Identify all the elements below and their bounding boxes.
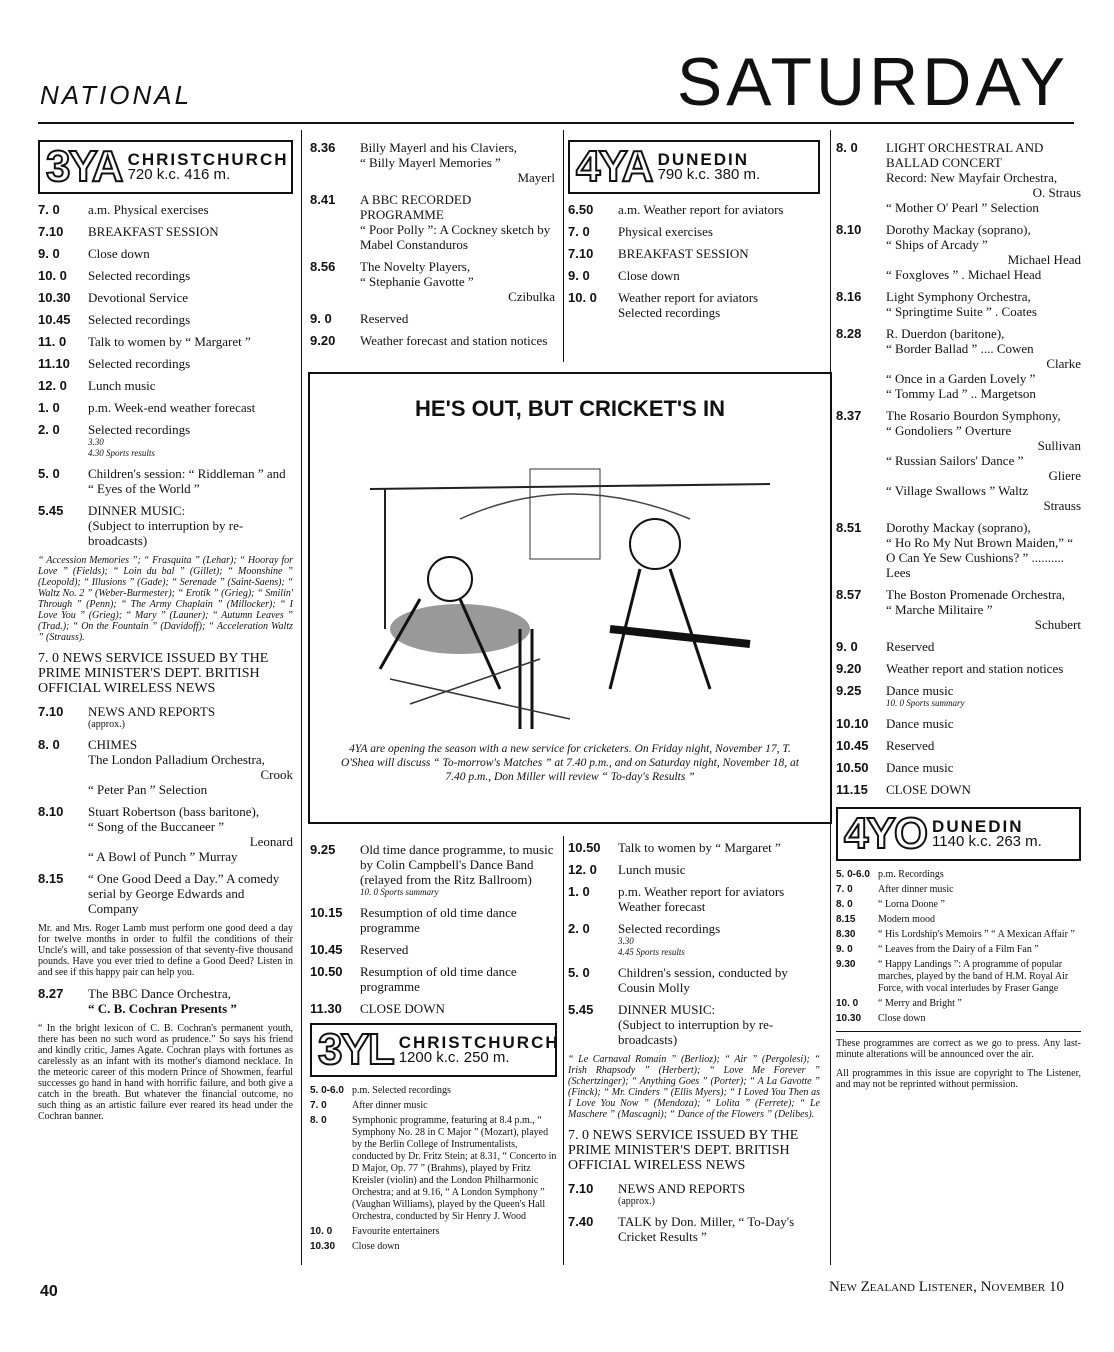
time: 10.45 [836, 738, 869, 753]
entry-text: Close down [618, 268, 680, 283]
time: 10.50 [568, 840, 601, 855]
cartoon-caption: 4YA are opening the season with a new service for cricketers. On Friday night, November 17, T. O'Shea will discuss “ To-morrow's Matches ” at 7.40 p.m., and on Saturday night, November 18, at 7.40 p.m., Don Miller will review “ To-day's Results ” [341, 743, 799, 783]
time: 9. 0 [38, 246, 60, 261]
station-box-3ya [38, 140, 293, 194]
composer: Michael Head [1007, 252, 1081, 267]
time: 10. 0 [836, 998, 859, 1009]
time: 7.40 [568, 1214, 594, 1229]
programme-entry [568, 1002, 820, 1047]
programme-entry [310, 842, 557, 898]
programme-entry [38, 202, 293, 217]
header-rule [38, 122, 1074, 124]
programme-entry [836, 760, 1081, 775]
time: 5.45 [568, 1002, 594, 1017]
column-1 [38, 140, 293, 1130]
programme-entry [836, 944, 1081, 956]
programme-note: “ In the bright lexicon of C. B. Cochran's permanent youth, there has been no such word as prudence.” So says his friend and kindly critic, James Agate. Cochran plays with fortunes as carelessly as an infant with its mother's diamond necklace. In the meteoric career of this modern Prince of Showmen, fearful successes go hand in hand with horrific failure, and both give a catch in the breath. But whatever the financial outcome, no such thing as an artistic failure ever reared its head under the Cochran banner. [38, 1023, 293, 1122]
programme-entry [836, 140, 1081, 215]
column-divider [563, 130, 564, 362]
entry-text: “ His Lordship's Memoirs ” “ A Mexican Affair ” [878, 929, 1075, 940]
time: 11. 0 [38, 334, 67, 349]
programme-entry [836, 884, 1081, 896]
entry-text: Dance music [886, 683, 954, 698]
dinner-music-list: “ Accession Memories ”; “ Frasquita ” (Lehar); “ Hooray for Love ” (Fields); “ Loin du bal ” (Gillet); “ Moonshine ” (Leopold); “ Illusions ” (Gade); “ Serenade ” (Saint-Saens); “ Waltz No. 2 ” (Weber-Burmester); “ Erotik ” (Grieg); “ Smilin' Through ” (Penn); “ The Army Chaplain ” (Millocker); “ I Love You ” (Grieg); “ Mary ” (Launer); “ Autumn Leaves ” (Trad.); “ On the Fountain ” (Davidoff); “ Acceleration Waltz ” (Strauss). [38, 555, 293, 643]
entry-text: NEWS AND REPORTS [88, 704, 216, 719]
programme-entry [310, 1085, 557, 1097]
entry-text: Selected recordings [88, 356, 191, 371]
entry-text: Reserved [360, 311, 409, 326]
entry-text: TALK by Don. Miller, “ To-Day's Cricket Results ” [618, 1214, 795, 1244]
entry-detail: “ Song of the Buccaneer ” [88, 819, 225, 834]
programme-entry [38, 268, 293, 283]
time: 2. 0 [568, 921, 590, 936]
composer: Mayerl [517, 170, 555, 185]
programme-entry [38, 334, 293, 349]
notice-copyright: All programmes in this issue are copyright to The Listener, and may not be reprinted without permission. [836, 1068, 1081, 1090]
time: 5.45 [38, 503, 64, 518]
entry-text: Talk to women by “ Margaret ” [618, 840, 781, 855]
column-2-top [310, 140, 555, 355]
station-box-4yo [836, 807, 1081, 861]
entry-text: Close down [878, 1013, 926, 1024]
entry-text: After dinner music [352, 1100, 428, 1111]
entry-text: Dorothy Mackay (soprano), [886, 222, 1031, 237]
entry-item: “ Foxgloves ” . Michael Head [886, 267, 1042, 282]
station-frequency: 720 k.c. 416 m. [127, 166, 231, 183]
programme-entry [568, 1214, 820, 1244]
time: 2. 0 [38, 422, 60, 437]
programme-entry [836, 738, 1081, 753]
composer: Strauss [1043, 498, 1081, 513]
column-4 [836, 140, 1081, 1098]
station-name: CHRISTCHURCH [127, 150, 289, 169]
time: 1. 0 [38, 400, 60, 415]
programme-entry [38, 466, 293, 496]
composer: Czibulka [508, 289, 555, 304]
entry-text: p.m. Weather report for aviators [618, 884, 785, 899]
entry-text: Dorothy Mackay (soprano), [886, 520, 1031, 535]
programme-entry [568, 840, 820, 855]
composer: Leonard [249, 834, 293, 849]
programme-entry [38, 224, 293, 239]
entry-item: “ Village Swallows ” Waltz [886, 483, 1029, 498]
sub-item: 3.30 [618, 936, 634, 946]
time: 7.10 [568, 1181, 594, 1196]
entry-text: Close down [88, 246, 150, 261]
time: 9.20 [836, 661, 862, 676]
entry-text: Devotional Service [88, 290, 188, 305]
programme-entry [836, 914, 1081, 926]
programme-entry [38, 871, 293, 916]
dinner-music-list: “ Le Carnaval Romain ” (Berlioz); “ Air ” (Pergolesi); “ Irish Rhapsody ” (Herbert); “ Love Me Forever ” (Schertzinger); “ Anything Goes ” (Porter); “ A La Gavotte ” (Finck); “ Mr. Cinders ” (Ellis Myers); “ I Loved You Then as I Love You Now ” (Mendoza); “ Lolita ” (Ferrete); “ Le Maschere ” (Mascagni); “ Dance of the Flowers ” (Delibes). [568, 1054, 820, 1120]
entry-text: Favourite entertainers [352, 1226, 440, 1237]
entry-text: Stuart Robertson (bass baritone), [88, 804, 260, 819]
time: 10.30 [836, 1013, 862, 1024]
programme-entry [836, 1013, 1081, 1025]
news-service: 7. 0 NEWS SERVICE ISSUED BY THE PRIME MINISTER'S DEPT. BRITISH OFFICIAL WIRELESS NEWS [38, 651, 269, 696]
news-service: 7. 0 NEWS SERVICE ISSUED BY THE PRIME MINISTER'S DEPT. BRITISH OFFICIAL WIRELESS NEWS [568, 1128, 799, 1173]
station-box-3yl [310, 1023, 560, 1077]
entry-item: “ C. B. Cochran Presents ” [88, 1001, 237, 1016]
entry-text: The BBC Dance Orchestra, [88, 986, 231, 1001]
programme-entry [836, 639, 1081, 654]
entry-text: The Rosario Bourdon Symphony, [886, 408, 1061, 423]
programme-entry [568, 224, 820, 239]
time: 7.10 [38, 704, 64, 719]
time: 8.15 [38, 871, 64, 886]
sub-item: 10. 0 Sports summary [886, 698, 965, 708]
programme-entry [568, 290, 820, 320]
programme-note: Mr. and Mrs. Roger Lamb must perform one good deed a day for twelve months in order to fulfil the conditions of their Uncle's will, and take possession of that seventy-five thousand pounds. Have you ever tried to define a Good Deed? Listen in and see if this happy pair can help you. [38, 923, 293, 978]
entry-text: LIGHT ORCHESTRAL AND BALLAD CONCERT [886, 140, 1044, 170]
entry-item: “ Once in a Garden Lovely ” [886, 371, 1036, 386]
entry-text: Selected recordings [88, 312, 191, 327]
entry-text: p.m. Recordings [878, 869, 944, 880]
station-frequency: 1140 k.c. 263 m. [932, 833, 1042, 850]
programme-entry [38, 400, 293, 415]
time: 8.51 [836, 520, 862, 535]
entry-text: “ Happy Landings ”: A programme of popular marches, played by the band of H.M. Royal Air Force, with vocal interludes by Fraser Gange [878, 959, 1069, 994]
entry-text: Lunch music [618, 862, 686, 877]
time: 10.45 [310, 942, 343, 957]
entry-detail: “ Ships of Arcady ” [886, 237, 988, 252]
time: 8.16 [836, 289, 862, 304]
cartoon-title: HE'S OUT, BUT CRICKET'S IN [415, 396, 725, 421]
entry-detail: “ Billy Mayerl Memories ” [360, 155, 501, 170]
programme-entry [568, 246, 820, 261]
programme-entry [310, 905, 557, 935]
programme-entry [38, 312, 293, 327]
programme-entry [310, 1241, 557, 1253]
cartoon-panel [308, 372, 832, 824]
time: 9.25 [310, 842, 336, 857]
entry-note: (approx.) [618, 1196, 655, 1207]
composer: Sullivan [1037, 438, 1081, 453]
time: 8. 0 [836, 899, 853, 910]
programme-entry [836, 959, 1081, 995]
time: 9.25 [836, 683, 862, 698]
time: 8.56 [310, 259, 336, 274]
entry-detail: (Subject to interruption by re-broadcasts) [88, 518, 244, 548]
programme-entry [310, 1001, 557, 1016]
composer: Crook [260, 767, 293, 782]
entry-text: CLOSE DOWN [886, 782, 971, 797]
programme-entry [836, 899, 1081, 911]
programme-entry [568, 965, 820, 995]
entry-detail: “ Poor Polly ”: A Cockney sketch by Mabel Constanduros [360, 222, 551, 252]
entry-text: After dinner music [878, 884, 954, 895]
entry-detail: (Subject to interruption by re-broadcasts) [618, 1017, 774, 1047]
entry-detail: “ Border Ballad ” .... Cowen [886, 341, 1034, 356]
programme-entry [310, 192, 555, 252]
time: 10.10 [836, 716, 869, 731]
station-name: DUNEDIN [657, 150, 750, 169]
station-name: DUNEDIN [932, 817, 1024, 836]
composer: O. Straus [1032, 185, 1081, 200]
entry-text: Weather forecast and station notices [360, 333, 548, 348]
entry-text: DINNER MUSIC: [618, 1002, 716, 1017]
programme-entry [310, 964, 557, 994]
column-3-top [568, 140, 820, 327]
programme-entry [310, 1226, 557, 1238]
programme-entry [38, 422, 293, 459]
programme-entry [310, 311, 555, 326]
entry-text: CLOSE DOWN [360, 1001, 445, 1016]
time: 11.30 [310, 1001, 342, 1016]
programme-entry [836, 716, 1081, 731]
entry-text: Selected recordings [88, 422, 191, 437]
notice-correct: These programmes are correct as we go to press. Any last-minute alterations will be announced over the air. [836, 1038, 1081, 1060]
entry-detail: The London Palladium Orchestra, [88, 752, 265, 767]
programme-entry [38, 737, 293, 797]
entry-text: Weather report for aviators [618, 290, 759, 305]
composer: Gliere [1048, 468, 1081, 483]
entry-text: A BBC RECORDED PROGRAMME [360, 192, 472, 222]
time: 11.10 [38, 356, 70, 371]
programme-entry [568, 862, 820, 877]
time: 8.10 [38, 804, 64, 819]
time: 8.28 [836, 326, 862, 341]
entry-text: “ Leaves from the Dairy of a Film Fan ” [878, 944, 1039, 955]
entry-text: Selected recordings [88, 268, 191, 283]
entry-text: Resumption of old time dance programme [360, 905, 517, 935]
entry-text: a.m. Weather report for aviators [618, 202, 784, 217]
programme-entry [568, 884, 820, 914]
section-label: NATIONAL [40, 80, 193, 110]
entry-text: Weather report and station notices [886, 661, 1064, 676]
time: 8.36 [310, 140, 336, 155]
programme-entry [836, 782, 1081, 797]
entry-text: p.m. Week-end weather forecast [88, 400, 256, 415]
station-logo: 3YL [318, 1025, 393, 1074]
time: 8.27 [38, 986, 64, 1001]
programme-entry [836, 222, 1081, 282]
time: 8.10 [836, 222, 862, 237]
programme-entry [38, 290, 293, 305]
time: 9. 0 [836, 944, 853, 955]
time: 8.30 [836, 929, 856, 940]
time: 8. 0 [38, 737, 60, 752]
time: 5. 0 [38, 466, 60, 481]
programme-entry [310, 140, 555, 185]
programme-entry [310, 259, 555, 304]
programme-entry [836, 520, 1081, 580]
programme-entry [836, 326, 1081, 401]
station-name: CHRISTCHURCH [398, 1033, 560, 1052]
entry-text: Reserved [360, 942, 409, 957]
time: 5. 0-6.0 [310, 1085, 344, 1096]
column-divider [301, 130, 302, 1265]
programme-entry [38, 986, 293, 1016]
programme-entry [836, 929, 1081, 941]
column-divider [563, 836, 564, 1265]
cricket-cartoon-illustration [310, 429, 826, 729]
entry-text: CHIMES [88, 737, 138, 752]
publication-footer: New Zealand Listener, November 10 [828, 1279, 1064, 1295]
entry-text: BREAKFAST SESSION [618, 246, 749, 261]
time: 10.50 [310, 964, 343, 979]
time: 7.10 [38, 224, 64, 239]
page-day-title: SATURDAY [676, 44, 1069, 120]
time: 10.15 [310, 905, 343, 920]
entry-text: p.m. Selected recordings [352, 1085, 451, 1096]
entry-text: NEWS AND REPORTS [618, 1181, 746, 1196]
entry-text: Children's session, conducted by Cousin Molly [618, 965, 788, 995]
programme-entry [38, 356, 293, 371]
time: 9. 0 [310, 311, 332, 326]
programme-entry [836, 998, 1081, 1010]
time: 10. 0 [568, 290, 597, 305]
time: 7. 0 [38, 202, 60, 217]
sub-item: 4.45 Sports results [618, 947, 685, 957]
time: 9. 0 [568, 268, 590, 283]
entry-item: “ Tommy Lad ” .. Margetson [886, 386, 1036, 401]
programme-entry [836, 683, 1081, 709]
station-frequency: 790 k.c. 380 m. [657, 166, 761, 183]
entry-item: “ A Bowl of Punch ” Murray [88, 849, 238, 864]
station-box-4ya [568, 140, 820, 194]
time: 11.15 [836, 782, 868, 797]
entry-text: Reserved [886, 639, 935, 654]
entry-text: R. Duerdon (baritone), [886, 326, 1005, 341]
time: 10. 0 [310, 1226, 333, 1237]
time: 9.30 [836, 959, 856, 970]
entry-text: Light Symphony Orchestra, [886, 289, 1031, 304]
sub-item: 10. 0 Sports summary [360, 887, 439, 897]
entry-detail: “ Gondoliers ” Overture [886, 423, 1012, 438]
programme-entry [836, 408, 1081, 513]
time: 8.15 [836, 914, 856, 925]
programme-entry [310, 1100, 557, 1112]
column-2-bottom [310, 842, 560, 1256]
time: 8.41 [310, 192, 336, 207]
entry-text: The Boston Promenade Orchestra, [886, 587, 1066, 602]
programme-entry [568, 1181, 820, 1207]
entry-detail: Selected recordings [618, 305, 721, 320]
entry-text: “ Merry and Bright ” [878, 998, 962, 1009]
entry-text: Close down [352, 1241, 400, 1252]
sub-item: 4.30 Sports results [88, 448, 155, 458]
programme-entry [38, 246, 293, 261]
time: 9. 0 [836, 639, 858, 654]
entry-item: “ Mother O' Pearl ” Selection [886, 200, 1039, 215]
entry-text: DINNER MUSIC: [88, 503, 186, 518]
programme-entry [38, 704, 293, 730]
entry-text: Old time dance programme, to music by Colin Campbell's Dance Band (relayed from the Ritz Ballroom) [360, 842, 554, 887]
time: 7.10 [568, 246, 594, 261]
entry-detail: Weather forecast [618, 899, 706, 914]
programme-entry [310, 333, 555, 348]
time: 5. 0 [568, 965, 590, 980]
column-3-bottom [568, 840, 820, 1251]
entry-text: Children's session: “ Riddleman ” and “ Eyes of the World ” [88, 466, 286, 496]
programme-entry [568, 202, 820, 217]
time: 1. 0 [568, 884, 590, 899]
time: 10.50 [836, 760, 869, 775]
programme-entry [568, 921, 820, 958]
time: 8. 0 [310, 1115, 327, 1126]
entry-text: Modern mood [878, 914, 935, 925]
entry-text: a.m. Physical exercises [88, 202, 209, 217]
programme-entry [310, 1115, 557, 1223]
time: 12. 0 [38, 378, 67, 393]
time: 9.20 [310, 333, 336, 348]
time: 6.50 [568, 202, 594, 217]
entry-text: “ Lorna Doone ” [878, 899, 945, 910]
entry-text: “ One Good Deed a Day.” A comedy serial by George Edwards and Company [88, 871, 280, 916]
station-logo: 3YA [46, 142, 122, 191]
time: 10.30 [310, 1241, 336, 1252]
composer: Schubert [1034, 617, 1081, 632]
programme-entry [38, 503, 293, 548]
entry-text: Symphonic programme, featuring at 8.4 p.m., “ Symphony No. 28 in C Major ” (Mozart), played by the Berlin College of Instrumentalists, conducted by Dr. Fritz Stein; at 8.31, “ Concerto in D Major, Op. 77 ” (Brahms), played by Fritz Kreisler (violin) and the London Philharmonic Orchestra; and at 9.16, “ A London Symphony ” (Vaughan Williams), played by the Queen's Hall Orchestra, conducted by Sir Henry J. Wood [352, 1115, 557, 1222]
programme-entry [38, 378, 293, 393]
programme-entry [836, 587, 1081, 632]
programme-entry [38, 804, 293, 864]
time: 10.30 [38, 290, 71, 305]
entry-text: Billy Mayerl and his Claviers, [360, 140, 518, 155]
entry-detail: “ Marche Militaire ” [886, 602, 993, 617]
entry-note: (approx.) [88, 719, 125, 730]
station-logo: 4YO [844, 809, 927, 858]
time: 12. 0 [568, 862, 597, 877]
composer: Clarke [1046, 356, 1081, 371]
notice-rule [836, 1031, 1081, 1032]
programme-entry [568, 268, 820, 283]
time: 7. 0 [568, 224, 590, 239]
entry-detail: “ Springtime Suite ” . Coates [886, 304, 1037, 319]
entry-text: Dance music [886, 716, 954, 731]
station-frequency: 1200 k.c. 250 m. [398, 1049, 510, 1066]
entry-detail: “ Stephanie Gavotte ” [360, 274, 474, 289]
programme-entry [836, 661, 1081, 676]
programme-entry [836, 869, 1081, 881]
entry-text: Reserved [886, 738, 935, 753]
time: 8.57 [836, 587, 862, 602]
time: 10. 0 [38, 268, 67, 283]
entry-text: Dance music [886, 760, 954, 775]
entry-text: Lunch music [88, 378, 156, 393]
page-number: 40 [40, 1283, 58, 1300]
entry-text: Physical exercises [618, 224, 713, 239]
entry-text: The Novelty Players, [360, 259, 471, 274]
entry-text: BREAKFAST SESSION [88, 224, 219, 239]
entry-text: Resumption of old time dance programme [360, 964, 517, 994]
time: 7. 0 [310, 1100, 327, 1111]
sub-item: 3.30 [88, 437, 104, 447]
entry-item: “ Peter Pan ” Selection [88, 782, 208, 797]
entry-text: Selected recordings [618, 921, 721, 936]
entry-detail: Record: New Mayfair Orchestra, [886, 170, 1058, 185]
time: 5. 0-6.0 [836, 869, 870, 880]
entry-detail: “ Ho Ro My Nut Brown Maiden,” “ O Can Ye Sew Cushions? ” .......... Lees [886, 535, 1074, 580]
time: 8. 0 [836, 140, 858, 155]
programme-entry [836, 289, 1081, 319]
time: 8.37 [836, 408, 862, 423]
entry-text: Talk to women by “ Margaret ” [88, 334, 251, 349]
station-logo: 4YA [576, 142, 652, 191]
entry-item: “ Russian Sailors' Dance ” [886, 453, 1024, 468]
time: 10.45 [38, 312, 71, 327]
time: 7. 0 [836, 884, 853, 895]
programme-entry [310, 942, 557, 957]
